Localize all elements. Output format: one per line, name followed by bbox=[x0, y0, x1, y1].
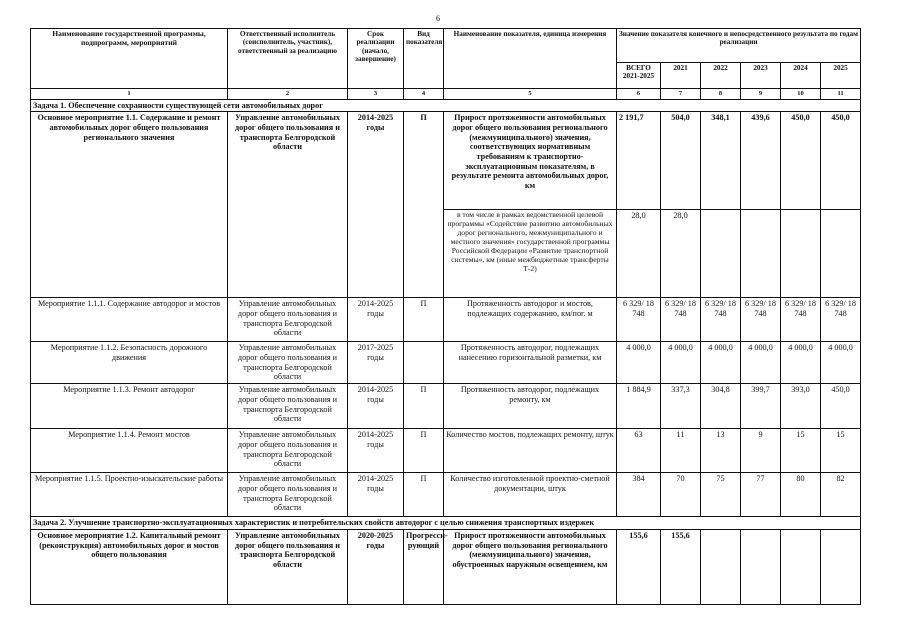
task-2-heading: Задача 2. Улучшение транспортно-эксплуатационных характеристик и потребительских свойств автодорог с целью снижения транспортных издержек bbox=[31, 517, 861, 530]
header-type: Вид показателя bbox=[404, 29, 444, 89]
value-2021: 28,0 bbox=[661, 210, 701, 298]
value-2023 bbox=[741, 210, 781, 298]
row-name: Мероприятие 1.1.3. Ремонт автодорог bbox=[31, 384, 228, 429]
column-number: 8 bbox=[701, 89, 741, 100]
column-number: 7 bbox=[661, 89, 701, 100]
row-name: Мероприятие 1.1.4. Ремонт мостов bbox=[31, 429, 228, 473]
header-year: 2021 bbox=[661, 63, 701, 89]
value-2024: 80 bbox=[781, 473, 821, 517]
row-indicator: Прирост протяженности автомобильных дорог общего пользования регионального (межмуниципального) значения, соответствующих нормативным требованиям к транспортно-эксплуатационным показателям, в результате ремонта автомобильных дорог, км bbox=[444, 112, 617, 210]
table-row bbox=[31, 429, 861, 473]
header-year: 2023 bbox=[741, 63, 781, 89]
value-2022: 13 bbox=[701, 429, 741, 473]
row-indicator: Протяженность автодорог, подлежащих нанесению горизонтальной разметки, км bbox=[444, 342, 617, 384]
value-2021: 155,6 bbox=[661, 530, 701, 605]
value-total: 28,0 bbox=[617, 210, 661, 298]
value-2024: 4 000,0 bbox=[781, 342, 821, 384]
table-row bbox=[31, 384, 861, 429]
header-period: Срок реализации (начало, завершение) bbox=[348, 29, 404, 89]
value-2024: 6 329/ 18 748 bbox=[781, 298, 821, 342]
header-year: 2022 bbox=[701, 63, 741, 89]
value-2021: 4 000,0 bbox=[661, 342, 701, 384]
row-name: Мероприятие 1.1.5. Проектно-изыскательские работы bbox=[31, 473, 228, 517]
value-2021: 11 bbox=[661, 429, 701, 473]
value-2022 bbox=[701, 530, 741, 605]
table-row bbox=[31, 473, 861, 517]
value-total: 4 000,0 bbox=[617, 342, 661, 384]
value-2023 bbox=[741, 530, 781, 605]
value-2025: 450,0 bbox=[821, 384, 861, 429]
row-name: Основное мероприятие 1.2. Капитальный ремонт (реконструкция) автомобильных дорог и мостов общего пользования bbox=[31, 530, 228, 605]
value-2022: 4 000,0 bbox=[701, 342, 741, 384]
row-executor: Управление автомобильных дорог общего пользования и транспорта Белгородской области bbox=[228, 530, 348, 605]
row-executor: Управление автомобильных дорог общего пользования и транспорта Белгородской области bbox=[228, 342, 348, 384]
row-indicator: Прирост протяженности автомобильных дорог общего пользования регионального (межмуниципального) значения, обустроенных наружным освещением, км bbox=[444, 530, 617, 605]
value-total: 2 191,7 bbox=[617, 112, 661, 210]
column-number: 6 bbox=[617, 89, 661, 100]
program-indicators-table bbox=[30, 28, 861, 605]
row-period: 2017-2025 годы bbox=[348, 342, 404, 384]
row-executor: Управление автомобильных дорог общего пользования и транспорта Белгородской области bbox=[228, 429, 348, 473]
row-executor: Управление автомобильных дорог общего пользования и транспорта Белгородской области bbox=[228, 298, 348, 342]
value-2021: 6 329/ 18 748 bbox=[661, 298, 701, 342]
value-2024 bbox=[781, 210, 821, 298]
row-period: 2014-2025 годы bbox=[348, 112, 404, 298]
header-executor: Ответственный исполнитель (соисполнитель, участник), ответственный за реализацию bbox=[228, 29, 348, 89]
row-executor: Управление автомобильных дорог общего пользования и транспорта Белгородской области bbox=[228, 384, 348, 429]
value-2023: 77 bbox=[741, 473, 781, 517]
row-period: 2014-2025 годы bbox=[348, 429, 404, 473]
value-2023: 6 329/ 18 748 bbox=[741, 298, 781, 342]
value-total: 1 884,9 bbox=[617, 384, 661, 429]
value-2024: 15 bbox=[781, 429, 821, 473]
value-2023: 399,7 bbox=[741, 384, 781, 429]
value-total: 63 bbox=[617, 429, 661, 473]
value-2021: 337,3 bbox=[661, 384, 701, 429]
column-number: 4 bbox=[404, 89, 444, 100]
row-type: П bbox=[404, 298, 444, 342]
column-number: 2 bbox=[228, 89, 348, 100]
column-number: 5 bbox=[444, 89, 617, 100]
value-2024 bbox=[781, 530, 821, 605]
row-name: Основное мероприятие 1.1. Содержание и ремонт автомобильных дорог общего пользования регионального значения bbox=[31, 112, 228, 298]
row-name: Мероприятие 1.1.1. Содержание автодорог и мостов bbox=[31, 298, 228, 342]
value-2021: 70 bbox=[661, 473, 701, 517]
value-total: 6 329/ 18 748 bbox=[617, 298, 661, 342]
task-1-heading: Задача 1. Обеспечение сохранности существующей сети автомобильных дорог bbox=[31, 99, 861, 112]
row-indicator: Количество изготовленной проектно-сметной документации, штук bbox=[444, 473, 617, 517]
table-row bbox=[31, 530, 861, 605]
table-row bbox=[31, 112, 861, 210]
row-type: П bbox=[404, 384, 444, 429]
header-values-group: Значение показателя конечного и непосредственного результата по годам реализации bbox=[617, 29, 861, 63]
row-indicator: в том числе в рамках ведомственной целевой программы «Содействие развитию автомобильных дорог регионального, межмуниципального и местного значения» государственной программы Российской Федерации «Развитие транспортной системы», км (иные межбюджетные трансферты Т-2) bbox=[444, 210, 617, 298]
value-2021: 504,0 bbox=[661, 112, 701, 210]
header-total: ВСЕГО 2021-2025 bbox=[617, 63, 661, 89]
row-type: П bbox=[404, 473, 444, 517]
row-indicator: Протяженность автодорог, подлежащих ремонту, км bbox=[444, 384, 617, 429]
column-number: 10 bbox=[781, 89, 821, 100]
row-period: 2020-2025 годы bbox=[348, 530, 404, 605]
row-type: П bbox=[404, 112, 444, 298]
value-total: 384 bbox=[617, 473, 661, 517]
header-year: 2025 bbox=[821, 63, 861, 89]
column-number: 1 bbox=[31, 89, 228, 100]
row-period: 2014-2025 годы bbox=[348, 473, 404, 517]
value-2025 bbox=[821, 210, 861, 298]
row-indicator: Протяженность автодорог и мостов, подлежащих содержанию, км/пог. м bbox=[444, 298, 617, 342]
value-2022: 304,8 bbox=[701, 384, 741, 429]
table-row bbox=[31, 298, 861, 342]
row-executor: Управление автомобильных дорог общего пользования и транспорта Белгородской области bbox=[228, 473, 348, 517]
column-number: 11 bbox=[821, 89, 861, 100]
value-2022 bbox=[701, 210, 741, 298]
value-2025: 6 329/ 18 748 bbox=[821, 298, 861, 342]
value-2024: 393,0 bbox=[781, 384, 821, 429]
header-indicator: Наименование показателя, единица измерения bbox=[444, 29, 617, 89]
value-2023: 4 000,0 bbox=[741, 342, 781, 384]
header-year: 2024 bbox=[781, 63, 821, 89]
value-2025: 82 bbox=[821, 473, 861, 517]
table-row bbox=[31, 342, 861, 384]
value-2025: 450,0 bbox=[821, 112, 861, 210]
value-2024: 450,0 bbox=[781, 112, 821, 210]
value-2025: 15 bbox=[821, 429, 861, 473]
value-2022: 75 bbox=[701, 473, 741, 517]
row-type: Прогресси-рующий bbox=[404, 530, 444, 605]
page-number: 6 bbox=[436, 14, 440, 23]
column-number: 9 bbox=[741, 89, 781, 100]
header-name: Наименование государственной программы, подпрограмм, мероприятий bbox=[31, 29, 228, 89]
value-2025: 4 000,0 bbox=[821, 342, 861, 384]
value-total: 155,6 bbox=[617, 530, 661, 605]
row-type bbox=[404, 342, 444, 384]
value-2022: 6 329/ 18 748 bbox=[701, 298, 741, 342]
row-indicator: Количество мостов, подлежащих ремонту, штук bbox=[444, 429, 617, 473]
value-2023: 9 bbox=[741, 429, 781, 473]
row-period: 2014-2025 годы bbox=[348, 298, 404, 342]
column-number: 3 bbox=[348, 89, 404, 100]
row-name: Мероприятие 1.1.2. Безопасность дорожного движения bbox=[31, 342, 228, 384]
row-executor: Управление автомобильных дорог общего пользования и транспорта Белгородской области bbox=[228, 112, 348, 298]
value-2022: 348,1 bbox=[701, 112, 741, 210]
row-period: 2014-2025 годы bbox=[348, 384, 404, 429]
value-2023: 439,6 bbox=[741, 112, 781, 210]
value-2025 bbox=[821, 530, 861, 605]
row-type: П bbox=[404, 429, 444, 473]
